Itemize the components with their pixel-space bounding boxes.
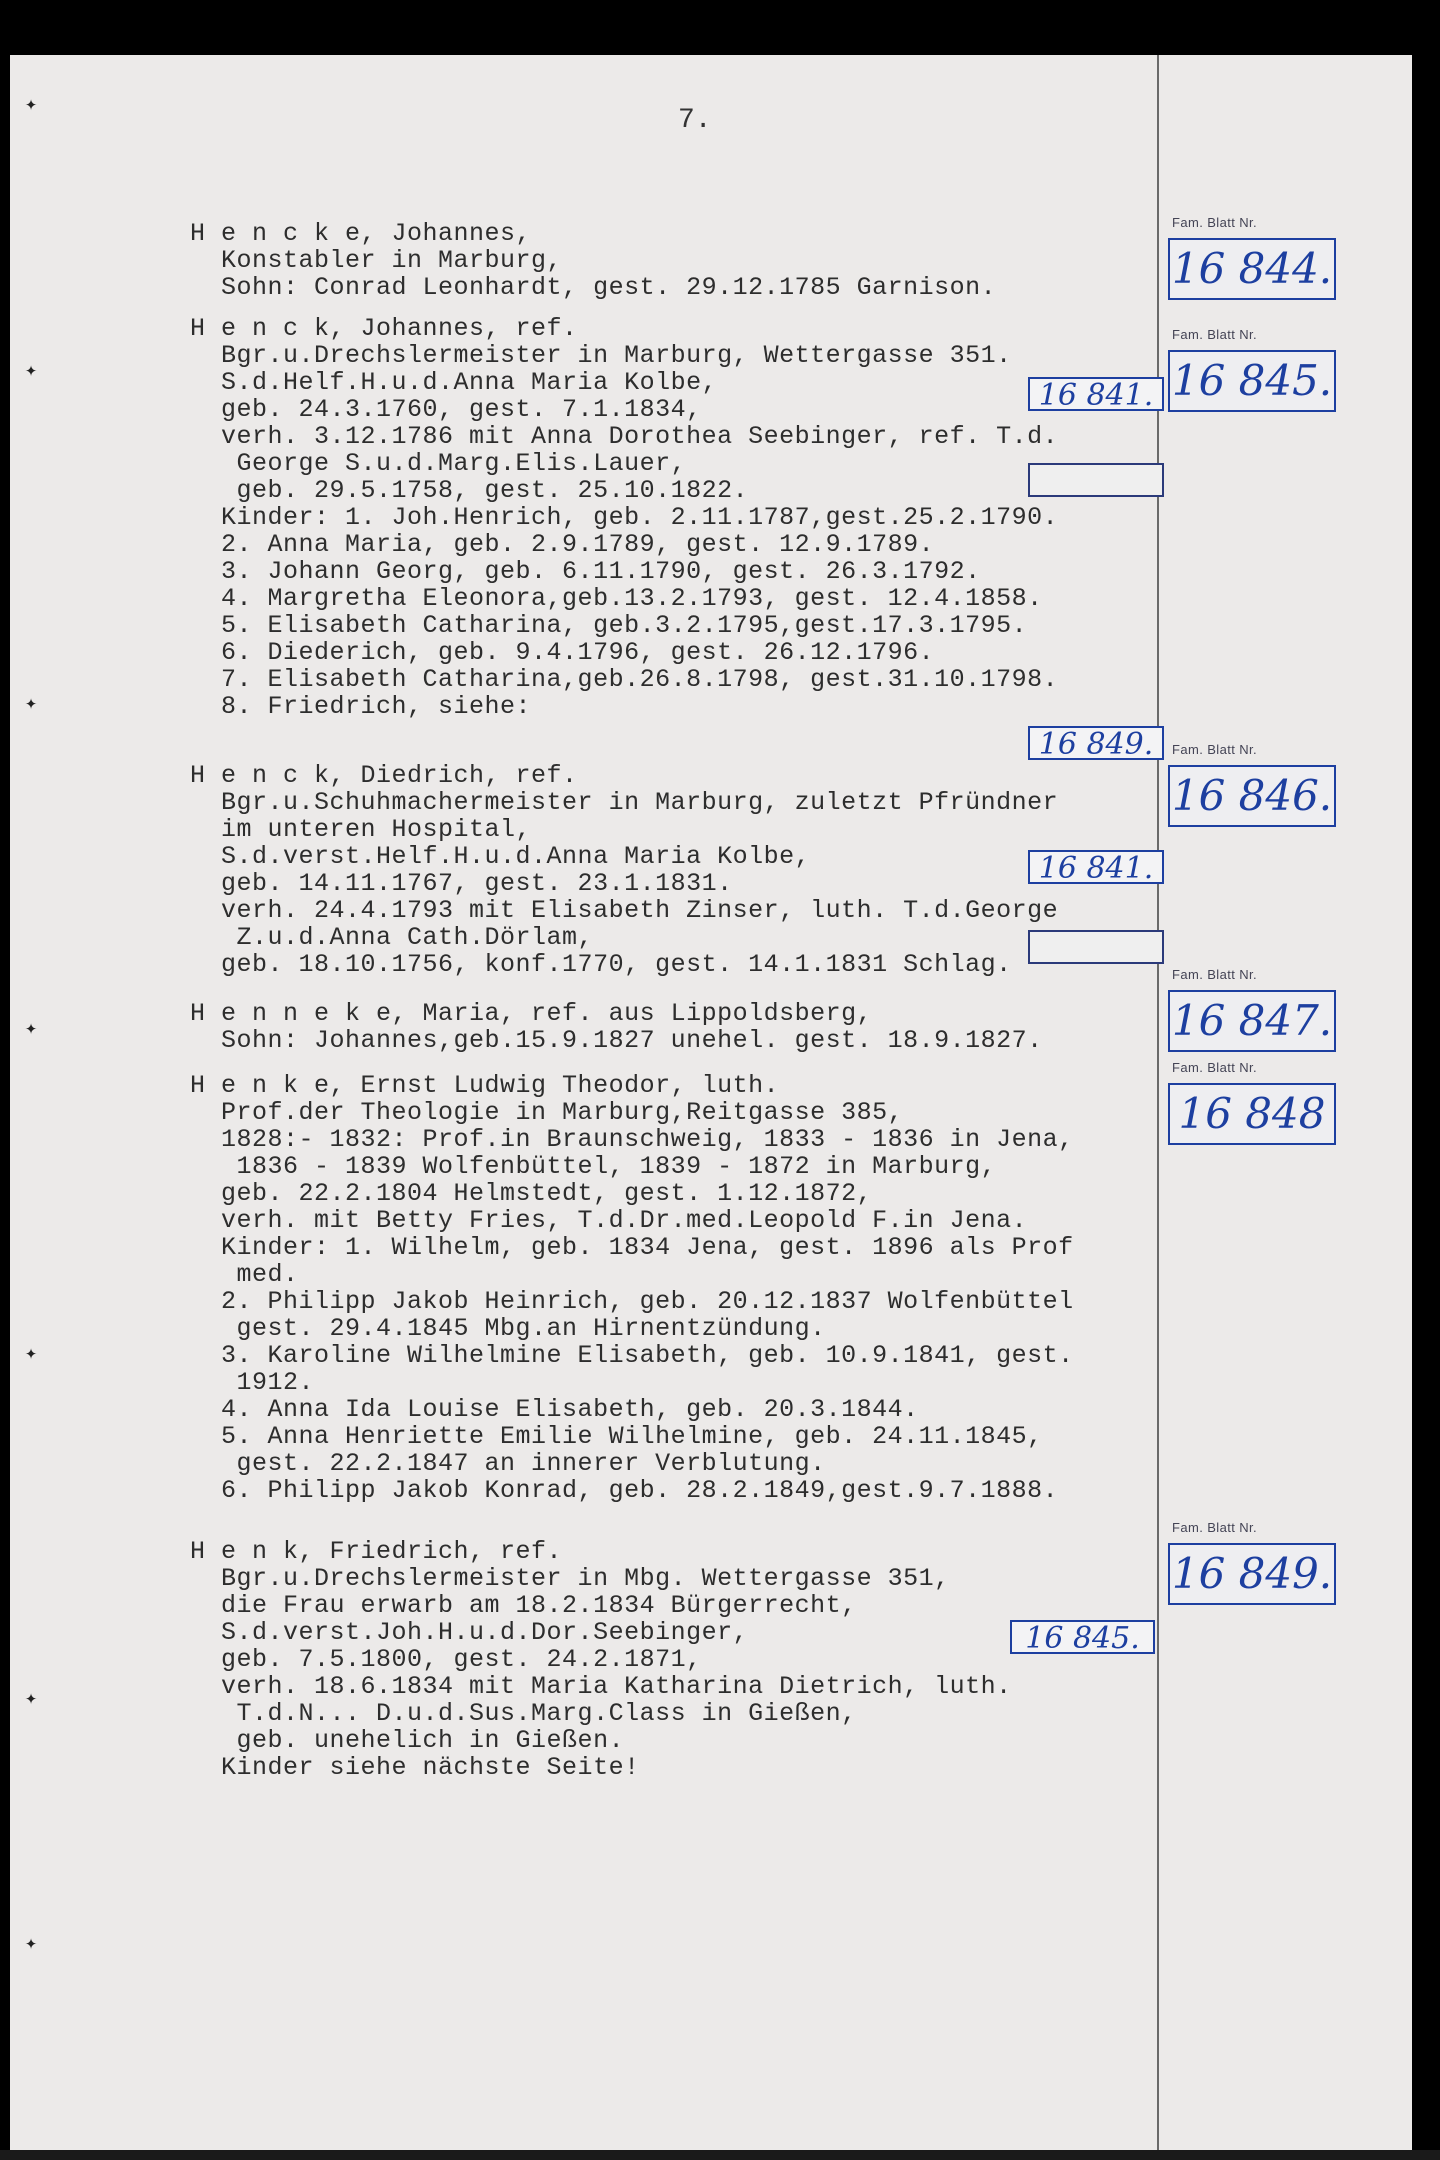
entry-line: Kinder: 1. Joh.Henrich, geb. 2.11.1787,gest.25.2.1790. [190,503,1059,532]
entry-line: geb. 22.2.1804 Helmstedt, gest. 1.12.1872, [190,1179,873,1208]
punch-mark: ✦ [25,1343,38,1366]
page-number: 7. [678,105,712,136]
entry-line: verh. 18.6.1834 mit Maria Katharina Dietrich, luth. [190,1672,1012,1701]
punch-mark: ✦ [25,360,38,383]
entry-line: Kinder: 1. Wilhelm, geb. 1834 Jena, gest. 1896 als Prof [190,1233,1074,1262]
fam-blatt-number-box: 16 844. [1168,238,1336,300]
entry-line: geb. 14.11.1767, gest. 23.1.1831. [190,869,733,898]
entry-line: verh. 3.12.1786 mit Anna Dorothea Seebinger, ref. T.d. [190,422,1059,451]
entry-line: Sohn: Johannes,geb.15.9.1827 unehel. gest. 18.9.1827. [190,1026,1043,1055]
entry-line: 7. Elisabeth Catharina,geb.26.8.1798, gest.31.10.1798. [190,665,1059,694]
reference-empty-box [1028,463,1164,497]
fam-blatt-number-box: 16 848 [1168,1083,1336,1145]
entry-line: gest. 22.2.1847 an innerer Verblutung. [190,1449,826,1478]
entry-line: 8. Friedrich, siehe: [190,692,532,721]
entry-line: die Frau erwarb am 18.2.1834 Bürgerrecht, [190,1591,857,1620]
entry-line: George S.u.d.Marg.Elis.Lauer, [190,449,687,478]
entry-line: geb. 7.5.1800, gest. 24.2.1871, [190,1645,702,1674]
entry-line: 5. Anna Henriette Emilie Wilhelmine, geb. 24.11.1845, [190,1422,1043,1451]
entry-line: 2. Anna Maria, geb. 2.9.1789, gest. 12.9.1789. [190,530,935,559]
punch-mark: ✦ [25,1933,38,1956]
entry-line: Bgr.u.Schuhmachermeister in Marburg, zuletzt Pfründner [190,788,1059,817]
reference-number-box: 16 841. [1028,377,1164,411]
entry-line: geb. 18.10.1756, konf.1770, gest. 14.1.1831 Schlag. [190,950,1012,979]
punch-mark: ✦ [25,1018,38,1041]
entry-line: 6. Philipp Jakob Konrad, geb. 28.2.1849,gest.9.7.1888. [190,1476,1059,1505]
fam-blatt-label: Fam. Blatt Nr. [1172,742,1258,757]
reference-number-box: 16 841. [1028,850,1164,884]
fam-blatt-number-box: 16 845. [1168,350,1336,412]
entry-line: 6. Diederich, geb. 9.4.1796, gest. 26.12.1796. [190,638,935,667]
entry-line: Konstabler in Marburg, [190,246,563,275]
entry-line: med. [190,1260,299,1289]
entry-line: S.d.verst.Joh.H.u.d.Dor.Seebinger, [190,1618,749,1647]
entry-line: H e n k, Friedrich, ref. [190,1537,563,1566]
entry-line: 1836 - 1839 Wolfenbüttel, 1839 - 1872 in Marburg, [190,1152,997,1181]
entry-line: 4. Margretha Eleonora,geb.13.2.1793, gest. 12.4.1858. [190,584,1043,613]
reference-number-box: 16 845. [1010,1620,1155,1654]
entry-line: geb. unehelich in Gießen. [190,1726,625,1755]
entry-line: Bgr.u.Drechslermeister in Marburg, Wettergasse 351. [190,341,1012,370]
fam-blatt-label: Fam. Blatt Nr. [1172,967,1258,982]
entry-line: Sohn: Conrad Leonhardt, gest. 29.12.1785 Garnison. [190,273,997,302]
entry-line: Bgr.u.Drechslermeister in Mbg. Wettergasse 351, [190,1564,950,1593]
punch-mark: ✦ [25,94,38,117]
entry-line: H e n n e k e, Maria, ref. aus Lippoldsberg, [190,999,873,1028]
fam-blatt-label: Fam. Blatt Nr. [1172,1520,1258,1535]
entry-line: H e n c k, Johannes, ref. [190,314,578,343]
entry-line: Prof.der Theologie in Marburg,Reitgasse 385, [190,1098,904,1127]
entry-line: im unteren Hospital, [190,815,532,844]
entry-line: 4. Anna Ida Louise Elisabeth, geb. 20.3.1844. [190,1395,919,1424]
entry-line: H e n c k e, Johannes, [190,219,532,248]
entry-line: 2. Philipp Jakob Heinrich, geb. 20.12.1837 Wolfenbüttel [190,1287,1074,1316]
entry-line: Z.u.d.Anna Cath.Dörlam, [190,923,594,952]
punch-mark: ✦ [25,1688,38,1711]
fam-blatt-number-box: 16 846. [1168,765,1336,827]
entry-line: S.d.Helf.H.u.d.Anna Maria Kolbe, [190,368,718,397]
punch-mark: ✦ [25,693,38,716]
entry-line: gest. 29.4.1845 Mbg.an Hirnentzündung. [190,1314,826,1343]
entry-line: H e n k e, Ernst Ludwig Theodor, luth. [190,1071,780,1100]
entry-line: T.d.N... D.u.d.Sus.Marg.Class in Gießen, [190,1699,857,1728]
entry-line: Kinder siehe nächste Seite! [190,1753,640,1782]
entry-line: 3. Karoline Wilhelmine Elisabeth, geb. 10.9.1841, gest. [190,1341,1074,1370]
entry-line: verh. mit Betty Fries, T.d.Dr.med.Leopold F.in Jena. [190,1206,1028,1235]
entry-line: verh. 24.4.1793 mit Elisabeth Zinser, luth. T.d.George [190,896,1059,925]
entry-line: 1912. [190,1368,315,1397]
fam-blatt-label: Fam. Blatt Nr. [1172,1060,1258,1075]
fam-blatt-number-box: 16 849. [1168,1543,1336,1605]
margin-divider [1157,55,1159,2150]
reference-number-box: 16 849. [1028,726,1164,760]
fam-blatt-label: Fam. Blatt Nr. [1172,327,1258,342]
entry-line: S.d.verst.Helf.H.u.d.Anna Maria Kolbe, [190,842,811,871]
entry-line: geb. 24.3.1760, gest. 7.1.1834, [190,395,702,424]
bottom-edge [0,2150,1440,2160]
entry-line: 1828:- 1832: Prof.in Braunschweig, 1833 - 1836 in Jena, [190,1125,1074,1154]
entry-line: geb. 29.5.1758, gest. 25.10.1822. [190,476,749,505]
fam-blatt-label: Fam. Blatt Nr. [1172,215,1258,230]
entry-line: H e n c k, Diedrich, ref. [190,761,578,790]
fam-blatt-number-box: 16 847. [1168,990,1336,1052]
entry-line: 3. Johann Georg, geb. 6.11.1790, gest. 26.3.1792. [190,557,981,586]
reference-empty-box [1028,930,1164,964]
entry-line: 5. Elisabeth Catharina, geb.3.2.1795,gest.17.3.1795. [190,611,1028,640]
